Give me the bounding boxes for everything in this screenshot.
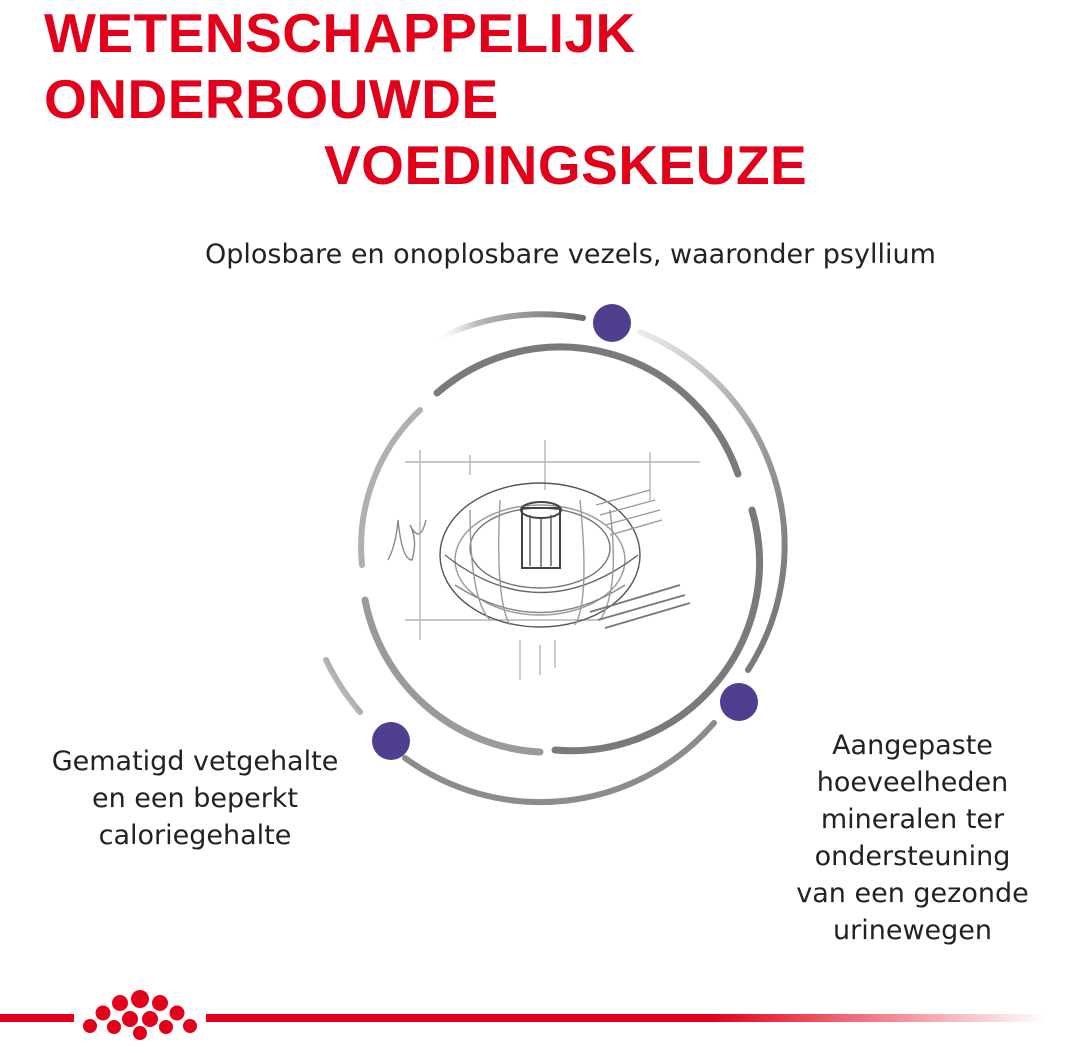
brand-line-left — [0, 1014, 74, 1022]
outer-ring-right-arc — [640, 332, 785, 670]
outer-ring-left-arc — [326, 660, 360, 712]
feature-minerals-line-6: urinewegen — [833, 915, 992, 946]
feature-fat-line-2: en een beperkt — [91, 783, 299, 814]
feature-minerals-line-3: mineralen ter — [820, 804, 1005, 835]
fibers-dot — [593, 304, 631, 342]
royal-canin-crown-logo — [76, 983, 204, 1049]
title-line-1: WETENSCHAPPELIJK ONDERBOUWDE — [44, 2, 636, 130]
feature-minerals-line-1: Aangepaste — [832, 730, 993, 761]
inner-ring-arc-d — [361, 410, 420, 565]
minerals-dot — [720, 683, 758, 721]
title-line-2: VOEDINGSKEUZE — [324, 134, 808, 196]
kibble-sketch-icon — [388, 440, 700, 680]
feature-minerals-line-2: hoeveelheden — [816, 767, 1009, 798]
brand-line-right — [206, 1014, 1046, 1022]
feature-fat-line-3: caloriegehalte — [98, 820, 292, 851]
feature-minerals-line-5: van een gezonde — [796, 878, 1029, 909]
outer-ring-top-arc — [432, 314, 583, 342]
feature-minerals-line-4: ondersteuning — [814, 841, 1011, 872]
feature-fibers-line: Oplosbare en onoplosbare vezels, waaronder psyllium — [205, 239, 936, 270]
feature-fat-line-1: Gematigd vetgehalte — [51, 746, 339, 777]
fat-dot — [372, 722, 410, 760]
outer-ring-bottom-arc — [405, 723, 714, 802]
inner-ring-arc-a — [437, 347, 738, 474]
